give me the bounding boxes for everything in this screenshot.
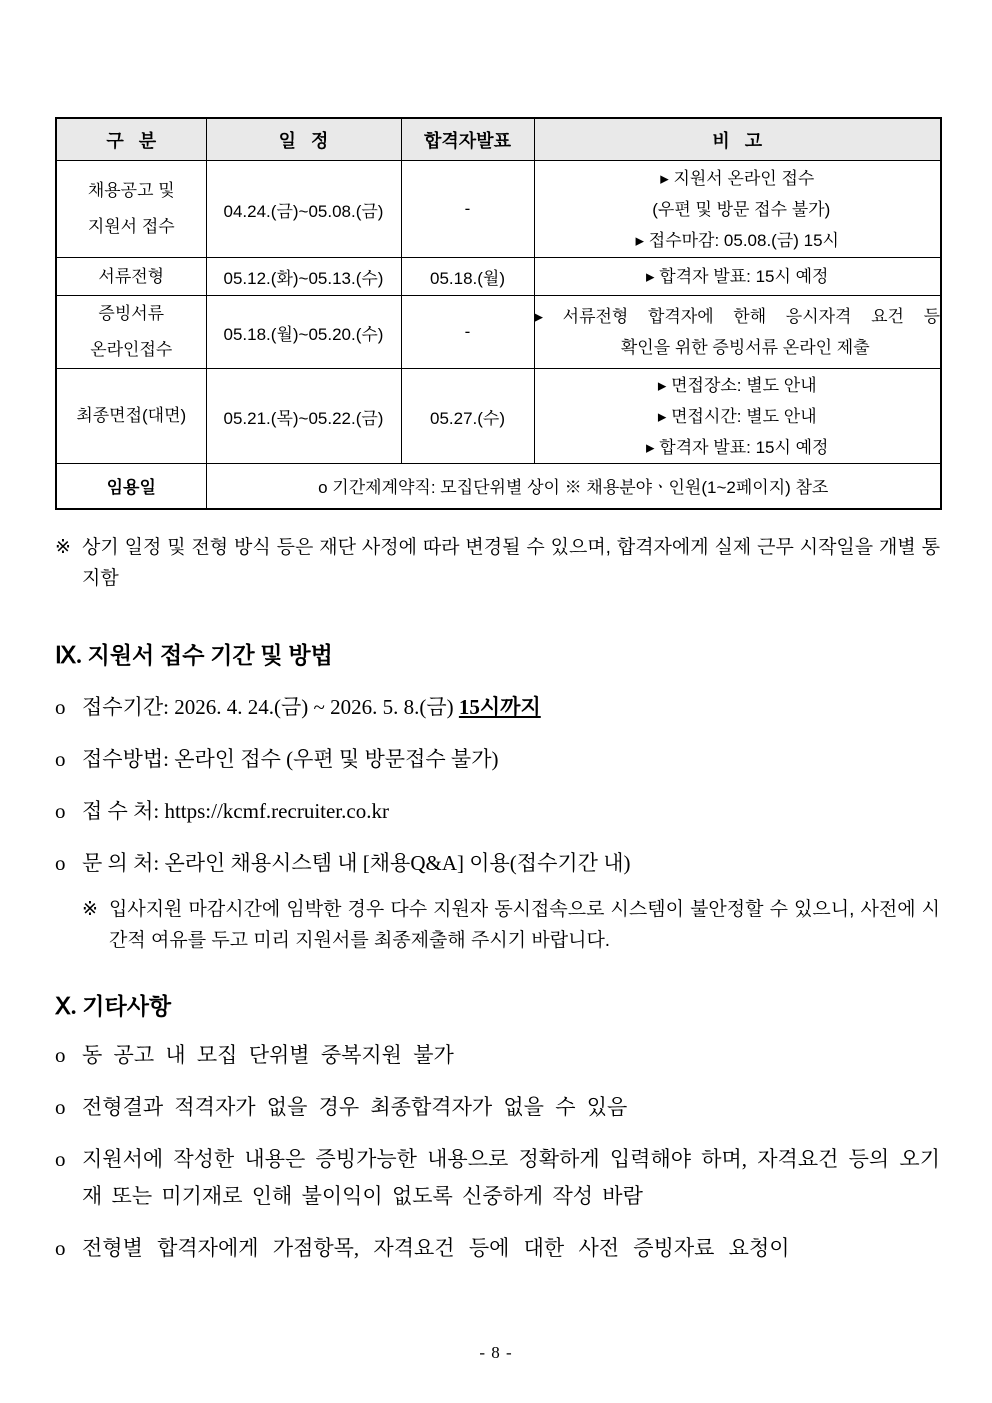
reception-url: 접 수 처: https://kcmf.recruiter.co.kr	[82, 798, 389, 823]
cell-category	[56, 161, 206, 258]
remark-line: ▸ 면접시간: 별도 안내	[657, 406, 817, 426]
remark-line: 확인을 위한 증빙서류 온라인 제출	[620, 338, 870, 357]
cell-schedule: 04.24.(금)~05.08.(금)	[206, 161, 401, 258]
list-item-reception-site	[55, 796, 940, 827]
appointment-content: o 기간제계약직: 모집단위별 상이 ※ 채용분야ㆍ인원(1~2페이지) 참조	[206, 464, 941, 509]
appointment-row	[56, 464, 941, 509]
cell-schedule: 05.12.(화)~05.13.(수)	[206, 258, 401, 296]
list-item-text: 지원서에 작성한 내용은 증빙가능한 내용으로 정확하게 입력해야 하며, 자격요건 등의 오기재 또는 미기재로 인해 불이익이 없도록 신중하게 작성 바람	[82, 1146, 940, 1208]
table-row	[56, 369, 941, 464]
list-item-text	[82, 692, 940, 723]
remark-line: ▸ 지원서 온라인 접수	[660, 168, 815, 188]
bullet-marker: o	[55, 1094, 66, 1119]
section9-heading: Ⅸ. 지원서 접수 기간 및 방법	[55, 642, 333, 668]
list-item-reception-method	[55, 744, 940, 775]
cell-remarks	[534, 369, 941, 464]
bullet-marker: o	[55, 798, 66, 823]
bullet-marker: o	[55, 1146, 66, 1171]
remark-line: ▸ 접수마감: 05.08.(금) 15시	[635, 230, 839, 250]
table-row	[56, 296, 941, 369]
remark-line: ▸ 합격자 발표: 15시 예정	[646, 437, 829, 457]
period-text: 접수기간: 2026. 4. 24.(금) ~ 2026. 5. 8.(금)	[82, 694, 454, 719]
bullet-marker: o	[55, 746, 66, 771]
category-line: 증빙서류	[98, 304, 165, 323]
remark-line: ▸ 서류전형 합격자에 한해 응시자격 요건 등	[534, 307, 940, 326]
cell-announcement: -	[401, 161, 534, 258]
col-header-announcement: 합격자발표	[401, 118, 534, 161]
list-item-evidence-request	[55, 1230, 940, 1267]
remark-line: ▸ 합격자 발표: 15시 예정	[646, 267, 829, 286]
remark-line: (우편 및 방문 접수 불가)	[652, 199, 831, 219]
category-line: 채용공고 및	[87, 181, 175, 200]
bullet-marker: o	[55, 1042, 66, 1067]
bullet-marker: o	[55, 850, 66, 875]
reference-mark: ※	[82, 898, 98, 920]
cell-remarks	[534, 258, 941, 296]
system-warning-note	[82, 894, 940, 956]
schedule-table	[55, 117, 942, 510]
list-item-text: 접수방법: 온라인 접수 (우편 및 방문접수 불가)	[82, 746, 499, 771]
table-footnote-text: 상기 일정 및 전형 방식 등은 재단 사정에 따라 변경될 수 있으며, 합격자에게 실제 근무 시작일을 개별 통지함	[82, 536, 940, 589]
cell-schedule: 05.21.(목)~05.22.(금)	[206, 369, 401, 464]
appointment-label: 임용일	[56, 464, 206, 509]
deadline-highlight: 15시까지	[458, 694, 541, 719]
category-line: 서류전형	[98, 266, 165, 286]
list-item-text: 문 의 처: 온라인 채용시스템 내 [채용Q&A] 이용(접수기간 내)	[82, 850, 631, 875]
category-line: 지원서 접수	[87, 217, 175, 236]
list-item-inquiry	[55, 848, 940, 879]
cell-announcement: 05.18.(월)	[401, 258, 534, 296]
page-content	[55, 117, 940, 1267]
cell-category	[56, 296, 206, 369]
system-warning-text: 입사지원 마감시간에 임박한 경우 다수 지원자 동시접속으로 시스템이 불안정할 수 있으니, 사전에 시간적 여유를 두고 미리 지원서를 최종제출해 주시기 바랍니다.	[109, 898, 940, 951]
list-item-text: 전형결과 적격자가 없을 경우 최종합격자가 없을 수 있음	[82, 1094, 628, 1119]
category-line: 최종면접(대면)	[76, 406, 187, 425]
list-item-accurate-entry	[55, 1141, 940, 1215]
page-number: - 8 -	[479, 1343, 513, 1362]
cell-category	[56, 369, 206, 464]
cell-remarks	[534, 296, 941, 369]
cell-announcement: 05.27.(수)	[401, 369, 534, 464]
list-item-no-qualified	[55, 1089, 940, 1126]
cell-announcement: -	[401, 296, 534, 369]
cell-remarks	[534, 161, 941, 258]
list-item-text: 동 공고 내 모집 단위별 중복지원 불가	[82, 1042, 454, 1067]
remark-line: ▸ 면접장소: 별도 안내	[657, 375, 817, 395]
cell-category	[56, 258, 206, 296]
col-header-schedule: 일 정	[206, 118, 401, 161]
table-header-row	[56, 118, 941, 161]
col-header-category: 구 분	[56, 118, 206, 161]
col-header-remarks: 비 고	[534, 118, 941, 161]
table-footnote	[55, 532, 940, 594]
bullet-marker: o	[55, 1235, 66, 1260]
list-item-reception-period	[55, 692, 940, 723]
category-line: 온라인접수	[90, 340, 173, 359]
reference-mark: ※	[55, 536, 71, 558]
list-item-text: 전형별 합격자에게 가점항목, 자격요건 등에 대한 사전 증빙자료 요청이	[82, 1235, 790, 1260]
table-row	[56, 258, 941, 296]
cell-schedule: 05.18.(월)~05.20.(수)	[206, 296, 401, 369]
list-item-no-duplicate	[55, 1037, 940, 1074]
bullet-marker: o	[55, 694, 66, 719]
table-row	[56, 161, 941, 258]
section10-heading: Ⅹ. 기타사항	[55, 993, 172, 1019]
